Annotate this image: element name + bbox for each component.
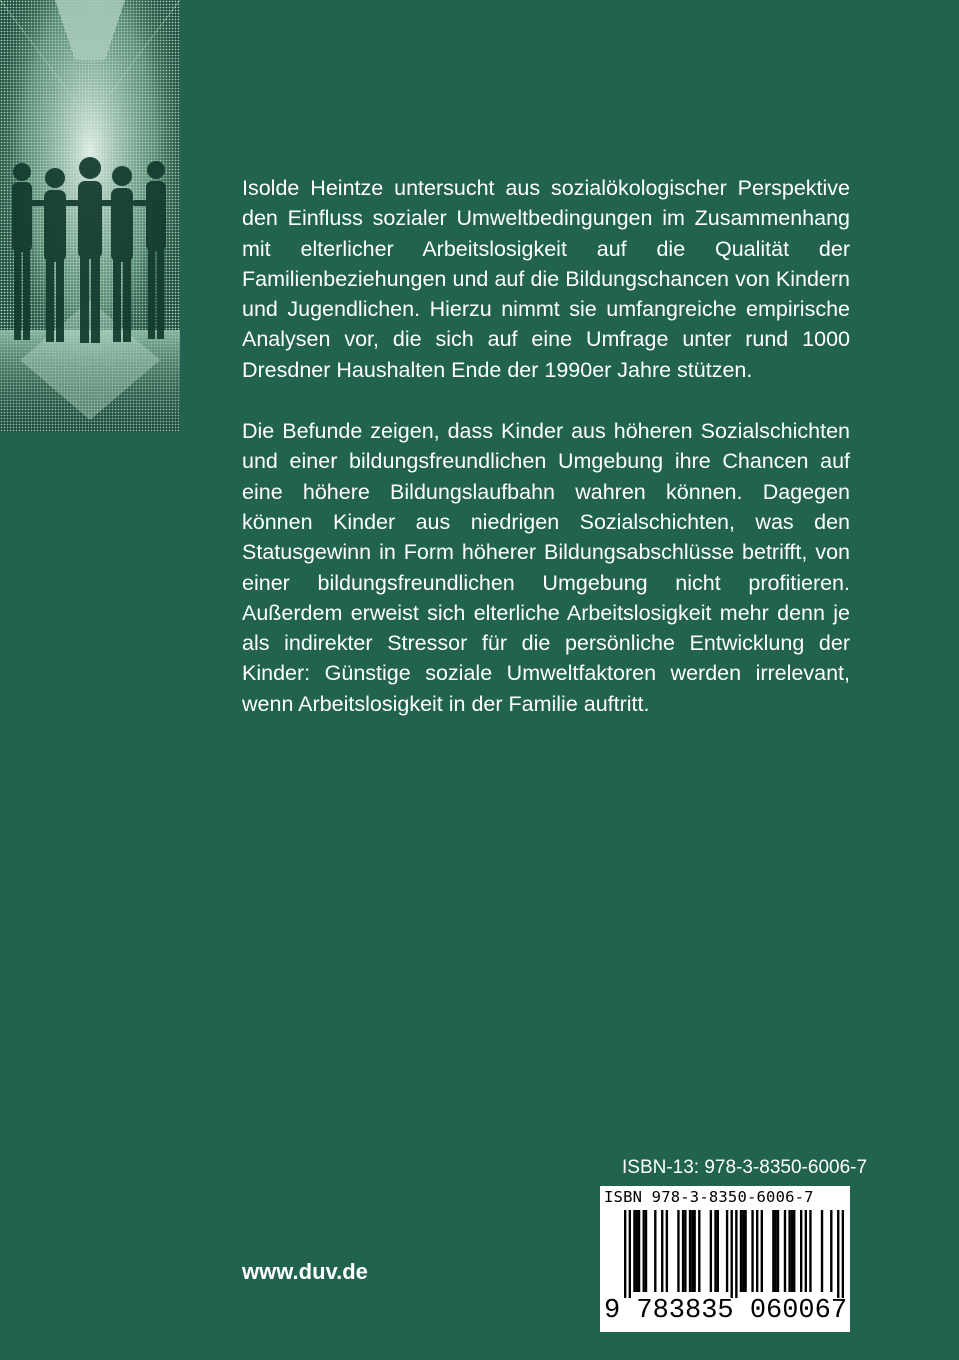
barcode-bar: [684, 1210, 686, 1292]
blurb-paragraph-1: Isolde Heintze untersucht aus sozialökologischer Perspektive den Einfluss sozialer Umweltbedingungen im Zusammenhang mit elterlicher Arbeitslosigkeit auf die Qualität der Familienbeziehungen und auf die Bildungschancen von Kindern und Jugendlichen. Hierzu nimmt sie umfangreiche empirische Analysen vor, die sich auf eine Umfrage unter rund 1000 Dresdner Haushalten Ende der 1990er Jahre stützen.: [242, 176, 850, 382]
barcode-bar: [693, 1210, 695, 1292]
barcode-bar: [682, 1210, 684, 1292]
barcode-bar: [654, 1210, 656, 1292]
barcode-bar: [689, 1210, 691, 1292]
barcode-bar: [643, 1210, 645, 1292]
barcode-bar: [756, 1210, 758, 1292]
publisher-website: www.duv.de: [242, 1259, 368, 1284]
barcode-digits: 9 783835 060067: [604, 1296, 848, 1326]
barcode-bar: [842, 1210, 844, 1298]
barcode-bar: [714, 1210, 716, 1292]
cover-image: [0, 0, 180, 432]
blurb-paragraph-2: Die Befunde zeigen, dass Kinder aus höheren Sozialschichten und einer bildungsfreundlichen Umgebung ihre Chancen auf eine höhere Bildungslaufbahn wahren können. Dagegen können Kinder aus niedrigen Sozialschichten, was den Statusgewinn in Form höherer Bildungsabschlüsse betrifft, von einer bildungsfreundlichen Umgebung nicht profitieren. Außerdem erweist sich elterliche Arbeitslosigkeit mehr denn je als indirekter Stressor für die persönliche Entwicklung der Kinder: Günstige soziale Umweltfaktoren werden irrelevant, wenn Arbeitslosigkeit in der Familie auftritt.: [242, 419, 850, 716]
barcode-box: [600, 1186, 850, 1332]
barcode-bar: [740, 1210, 742, 1292]
barcode-bar: [777, 1210, 779, 1292]
barcode-bar: [742, 1210, 744, 1292]
barcode-bar: [726, 1210, 728, 1292]
barcode-bar: [800, 1210, 802, 1292]
barcode-bar: [717, 1210, 719, 1292]
barcode-bar: [624, 1210, 626, 1298]
barcode-bar: [633, 1210, 635, 1292]
barcode-bar: [744, 1210, 746, 1292]
barcode-bar: [666, 1210, 668, 1292]
ean-13-barcode-icon: [606, 1210, 844, 1298]
barcode-bar: [698, 1210, 700, 1292]
barcode-bar: [809, 1210, 811, 1292]
barcode-bar: [830, 1210, 832, 1292]
barcode-bar: [731, 1210, 733, 1298]
barcode-bar: [788, 1210, 790, 1292]
barcode-bar: [645, 1210, 647, 1292]
barcode-bar: [805, 1210, 807, 1292]
barcode-bar: [629, 1210, 631, 1298]
barcode-bar: [761, 1210, 763, 1292]
barcode-bar: [837, 1210, 839, 1298]
family-silhouette-halftone-icon: [0, 0, 180, 432]
barcode-bar: [821, 1210, 823, 1292]
barcode-bar: [735, 1210, 737, 1298]
barcode-bar: [710, 1210, 712, 1292]
barcode-bar: [638, 1210, 640, 1292]
barcode-bar: [791, 1210, 793, 1292]
barcode-isbn-text: ISBN 978-3-8350-6006-7: [604, 1188, 814, 1206]
barcode-bar: [772, 1210, 774, 1292]
barcode-bar: [677, 1210, 679, 1292]
barcode-bar: [661, 1210, 663, 1292]
barcode-bar: [751, 1210, 753, 1292]
isbn-label: ISBN-13: 978-3-8350-6006-7: [622, 1157, 868, 1178]
barcode-bar: [784, 1210, 786, 1292]
barcode-bar: [636, 1210, 638, 1292]
blurb-text: [242, 173, 850, 719]
barcode-bar: [775, 1210, 777, 1292]
barcode-bar: [691, 1210, 693, 1292]
barcode-bar: [793, 1210, 795, 1292]
